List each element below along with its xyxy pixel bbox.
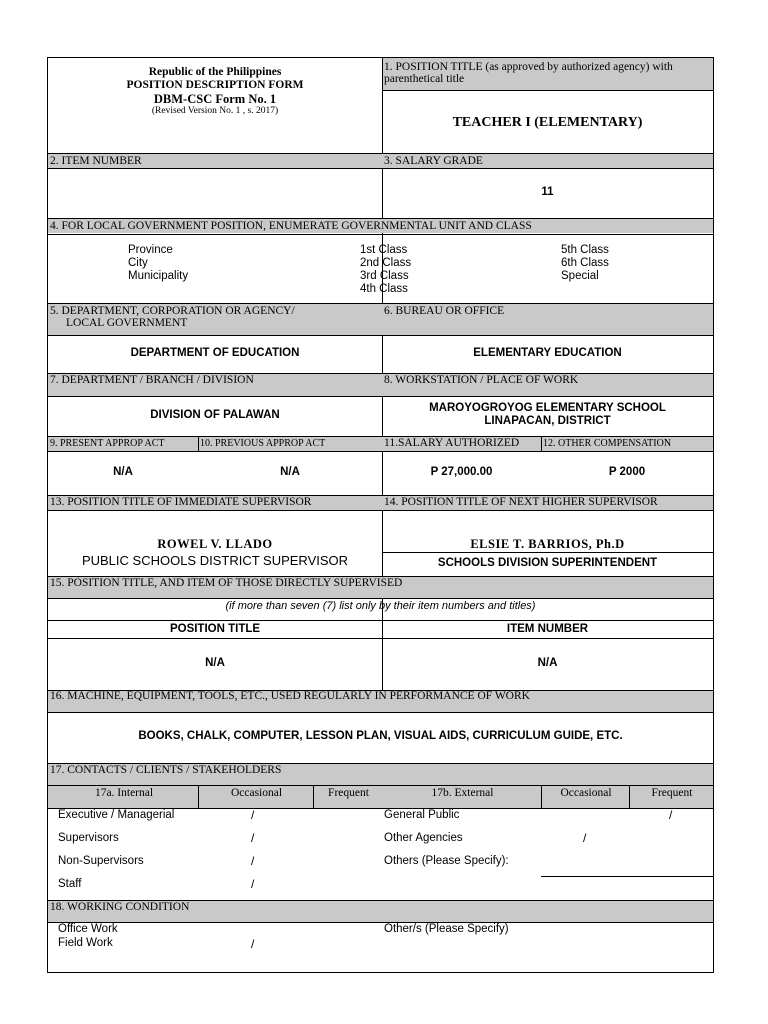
field1-label: 1. POSITION TITLE (as approved by authorized agency) with parenthetical title [382,58,713,90]
external-frequent-header: Frequent [651,787,693,799]
salary-authorized-label: 11.SALARY AUTHORIZED [384,437,520,449]
others-specify-line [541,876,713,877]
workstation-value: MAROYOGROYOG ELEMENTARY SCHOOL LINAPACAN, DISTRICT [429,402,666,427]
external-contact-name: General Public [384,809,460,821]
working-condition-label: 18. WORKING CONDITION [50,901,190,913]
department-value: DEPARTMENT OF EDUCATION [130,347,300,359]
immediate-supervisor-label: 13. POSITION TITLE OF IMMEDIATE SUPERVISOR [50,496,312,508]
position-description-form [47,57,714,973]
present-approp-label: 9. PRESENT APPROP ACT [50,438,165,449]
lgu-col1: Province City Municipality [128,244,189,282]
directly-supervised-note: (if more than seven (7) list only by their item numbers and titles) [225,600,536,612]
salary-grade-value: 11 [541,186,554,198]
internal-contact-occasional-mark: / [251,831,255,845]
external-occasional-header: Occasional [560,787,612,799]
working-condition-item: Office Work [58,923,118,935]
external-contact-frequent-mark: / [669,808,673,822]
previous-approp-value: N/A [280,466,300,478]
working-condition-other: Other/s (Please Specify) [384,923,509,935]
working-condition-item: Field Work [58,937,113,949]
header-republic: Republic of the Philippines [148,66,282,78]
other-compensation-label: 12. OTHER COMPENSATION [543,438,672,449]
external-header: 17b. External [431,787,494,799]
workstation-label: 8. WORKSTATION / PLACE OF WORK [384,374,579,386]
lgu-label: 4. FOR LOCAL GOVERNMENT POSITION, ENUMERATE GOVERNMENTAL UNIT AND CLASS [50,220,532,232]
internal-contact-name: Staff [58,878,82,890]
other-compensation-value: P 2000 [608,466,646,478]
supervised-title-value: N/A [205,657,225,669]
internal-occasional-header: Occasional [230,787,283,799]
department-label: 5. DEPARTMENT, CORPORATION OR AGENCY/ LOCAL GOVERNMENT [50,305,295,329]
next-supervisor-title: SCHOOLS DIVISION SUPERINTENDENT [437,557,658,569]
internal-contact-occasional-mark: / [251,877,255,891]
internal-contact-name: Executive / Managerial [58,809,175,821]
internal-contact-occasional-mark: / [251,808,255,822]
division-value: DIVISION OF PALAWAN [150,409,280,421]
lgu-col2: 1st Class 2nd Class 3rd Class 4th Class [360,244,412,295]
bureau-label: 6. BUREAU OR OFFICE [384,305,505,317]
external-contact-name: Other Agencies [384,832,463,844]
header-revision: (Revised Version No. 1 , s. 2017) [151,106,279,116]
internal-contact-name: Supervisors [58,832,119,844]
header-form-number: DBM-CSC Form No. 1 [153,92,277,106]
equipment-label: 16. MACHINE, EQUIPMENT, TOOLS, ETC., USED REGULARLY IN PERFORMANCE OF WORK [50,690,530,702]
header-form-title: POSITION DESCRIPTION FORM [126,79,304,91]
internal-contact-name: Non-Supervisors [58,855,144,867]
equipment-value: BOOKS, CHALK, COMPUTER, LESSON PLAN, VISUAL AIDS, CURRICULUM GUIDE, ETC. [138,730,623,742]
immediate-supervisor-name: ROWEL V. LLADO [157,537,273,551]
bureau-value: ELEMENTARY EDUCATION [473,347,622,359]
item-number-column-header: ITEM NUMBER [506,623,589,635]
next-supervisor-name: ELSIE T. BARRIOS, Ph.D [470,537,625,551]
external-contact-name: Others (Please Specify): [384,855,509,867]
division-label: 7. DEPARTMENT / BRANCH / DIVISION [50,374,254,386]
immediate-supervisor-title: PUBLIC SCHOOLS DISTRICT SUPERVISOR [81,553,349,568]
external-contact-occasional-mark: / [583,831,587,845]
salary-grade-label: 3. SALARY GRADE [384,155,483,167]
next-supervisor-label: 14. POSITION TITLE OF NEXT HIGHER SUPERVISOR [384,496,658,508]
previous-approp-label: 10. PREVIOUS APPROP ACT [200,438,326,449]
form-header [48,66,382,117]
directly-supervised-label: 15. POSITION TITLE, AND ITEM OF THOSE DIRECTLY SUPERVISED [50,577,403,589]
internal-header: 17a. Internal [94,787,154,799]
position-title-value: TEACHER I (ELEMENTARY) [452,115,643,130]
salary-authorized-value: P 27,000.00 [430,466,493,478]
present-approp-value: N/A [113,466,133,478]
field-work-mark: / [251,937,255,951]
item-number-label: 2. ITEM NUMBER [50,155,142,167]
supervised-item-value: N/A [537,657,558,669]
contacts-label: 17. CONTACTS / CLIENTS / STAKEHOLDERS [50,764,282,776]
lgu-col3: 5th Class 6th Class Special [561,244,609,282]
position-title-column-header: POSITION TITLE [169,623,261,635]
internal-contact-occasional-mark: / [251,854,255,868]
internal-frequent-header: Frequent [328,787,369,799]
